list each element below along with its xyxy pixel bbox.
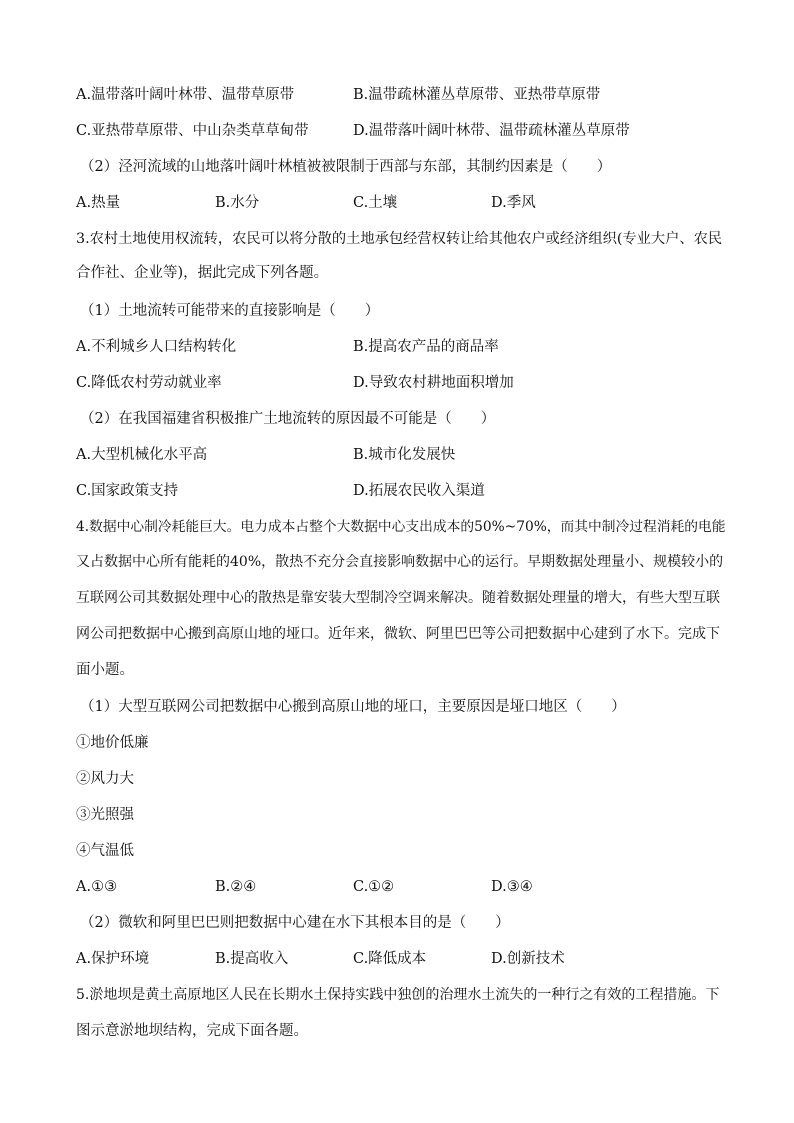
sub-question-stem: （2）微软和阿里巴巴则把数据中心建在水下其根本目的是（ ） <box>80 915 510 931</box>
option-b: B.②④ <box>215 879 257 895</box>
option-d: D.季风 <box>491 195 536 211</box>
option-c: C.国家政策支持 <box>76 483 179 499</box>
statement-item: ①地价低廉 <box>76 735 149 751</box>
question-5-stem-line: 图示意淤地坝结构，完成下面各题。 <box>76 1023 308 1039</box>
option-b: B.温带疏林灌丛草原带、亚热带草原带 <box>353 87 601 103</box>
option-b: B.提高农产品的商品率 <box>353 339 499 355</box>
question-3-stem-line: 合作社、企业等)，据此完成下列各题。 <box>76 265 329 281</box>
option-d: D.创新技术 <box>491 951 565 967</box>
option-a: A.温带落叶阔叶林带、温带草原带 <box>76 87 295 103</box>
option-d: D.温带落叶阔叶林带、温带疏林灌丛草原带 <box>353 123 630 139</box>
option-d: D.③④ <box>491 879 533 895</box>
question-4-stem-line: 面小题。 <box>76 662 134 678</box>
question-4-stem-line: 互联网公司其数据处理中心的散热是靠安装大型制冷空调来解决。随着数据处理量的增大，有些大型互联 <box>76 590 720 606</box>
option-a: A.保护环境 <box>76 951 150 967</box>
option-b: B.提高收入 <box>215 951 289 967</box>
question-5-stem-line: 5.淤地坝是黄土高原地区人民在长期水土保持实践中独创的治理水土流失的一种行之有效的工程措施。下 <box>76 987 720 1003</box>
option-a: A.热量 <box>76 195 121 211</box>
statement-item: ③光照强 <box>76 807 134 823</box>
option-c: C.降低成本 <box>353 951 427 967</box>
statement-item: ④气温低 <box>76 843 134 859</box>
option-c: C.亚热带草原带、中山杂类草草甸带 <box>76 123 309 139</box>
option-a: A.①③ <box>76 879 118 895</box>
sub-question-stem: （1）大型互联网公司把数据中心搬到高原山地的垭口，主要原因是垭口地区（ ） <box>80 699 626 715</box>
statement-item: ②风力大 <box>76 771 134 787</box>
option-c: C.①② <box>353 879 395 895</box>
option-d: D.拓展农民收入渠道 <box>353 483 485 499</box>
option-a: A.大型机械化水平高 <box>76 447 208 463</box>
option-a: A.不利城乡人口结构转化 <box>76 339 237 355</box>
sub-question-stem: （2）在我国福建省积极推广土地流转的原因最不可能是（ ） <box>80 411 496 427</box>
question-4-stem-line: 网公司把数据中心搬到高原山地的垭口。近年来，微软、阿里巴巴等公司把数据中心建到了水下。完成下 <box>76 626 720 642</box>
question-4-stem-line: 又占数据中心所有能耗的40%，散热不充分会直接影响数据中心的运行。早期数据处理量小、规模较小的 <box>76 554 724 570</box>
option-c: C.土壤 <box>353 195 398 211</box>
option-b: B.城市化发展快 <box>353 447 456 463</box>
sub-question-stem: （1）土地流转可能带来的直接影响是（ ） <box>80 303 380 319</box>
sub-question-stem: （2）泾河流域的山地落叶阔叶林植被被限制于西部与东部，其制约因素是（ ） <box>80 159 612 175</box>
question-3-stem-line: 3.农村土地使用权流转，农民可以将分散的土地承包经营权转让给其他农户或经济组织(专业大户、农民 <box>76 231 723 247</box>
option-c: C.降低农村劳动就业率 <box>76 375 222 391</box>
question-4-stem-line: 4.数据中心制冷耗能巨大。电力成本占整个大数据中心支出成本的50%~70%，而其中制冷过程消耗的电能 <box>76 519 726 535</box>
option-d: D.导致农村耕地面积增加 <box>353 375 514 391</box>
option-b: B.水分 <box>215 195 260 211</box>
